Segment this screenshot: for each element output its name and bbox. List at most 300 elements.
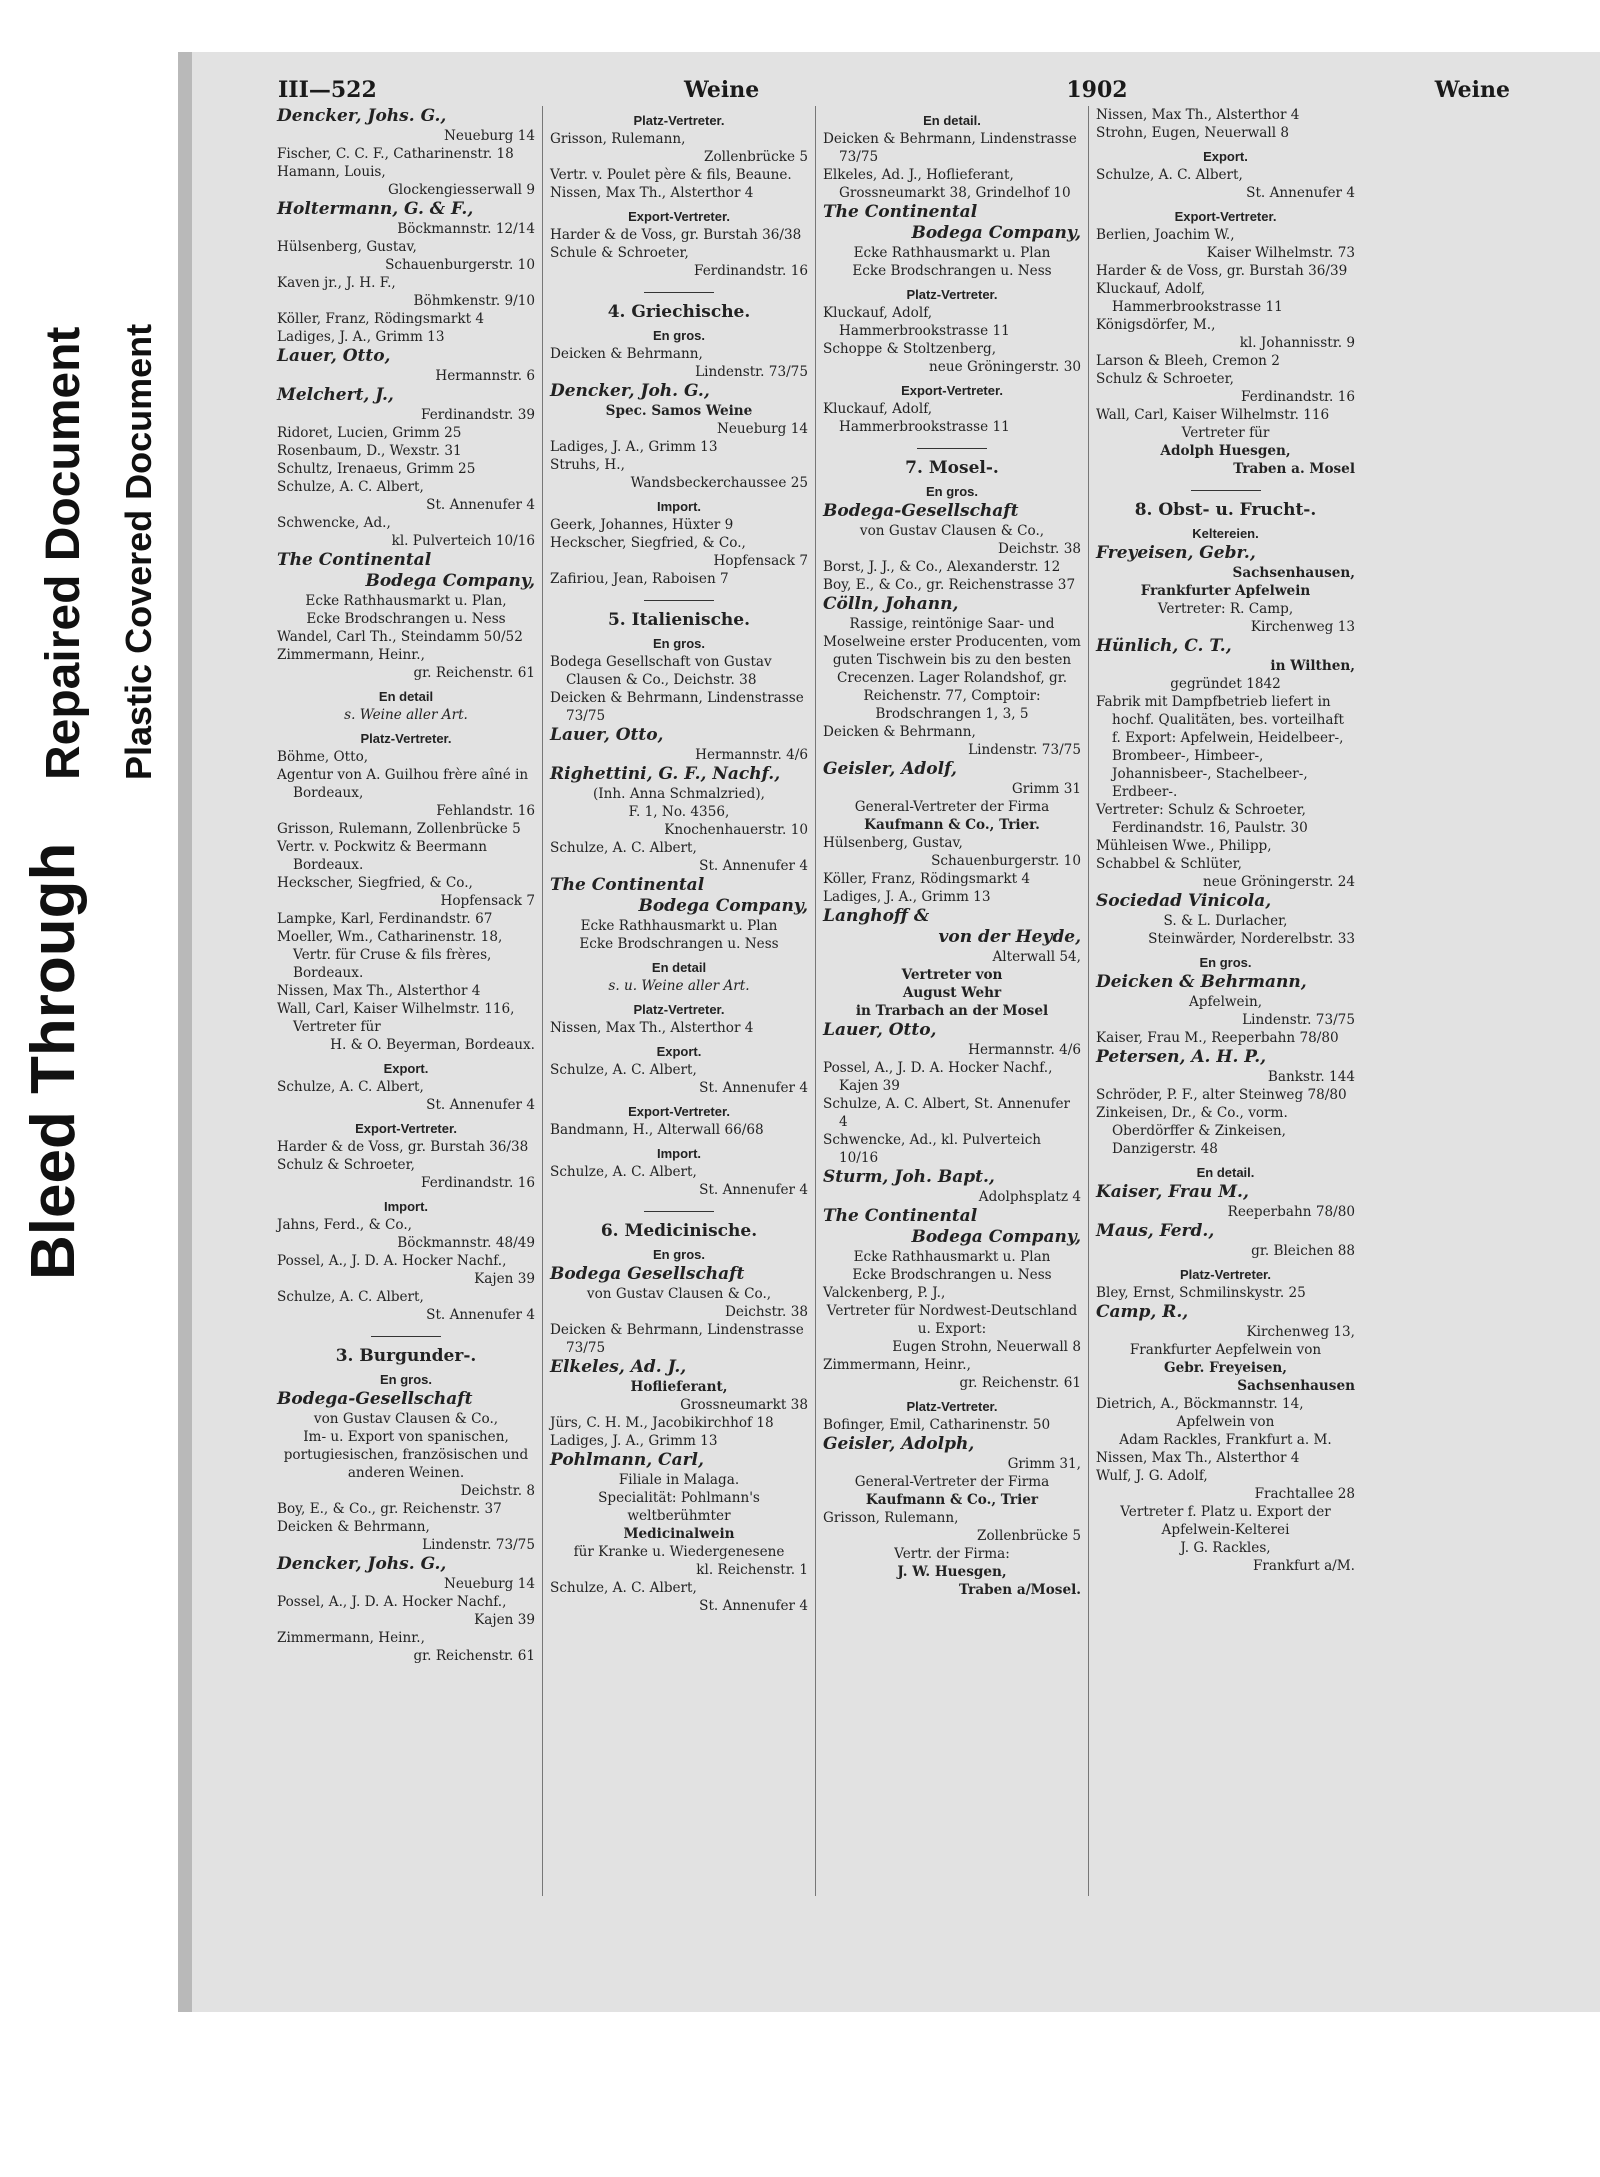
directory-entry: St. Annenufer 4 [699,1080,808,1096]
directory-entry: kl. Reichenstr. 1 [696,1562,808,1578]
subsection-heading: En gros. [652,1247,705,1262]
directory-entry: Hülsenberg, Gustav, [823,835,963,851]
directory-entry: St. Annenufer 4 [426,1097,535,1113]
directory-entry: neue Gröningerstr. 24 [1203,874,1355,890]
directory-entry: Knochenhauerstr. 10 [664,822,808,838]
firm-name: Geisler, Adolf, [823,759,957,779]
directory-entry: Borst, J. J., & Co., Alexanderstr. 12 [823,559,1061,575]
document-condition-labels [0,290,178,1300]
directory-entry: Kajen 39 [474,1612,535,1628]
directory-entry: Adolphsplatz 4 [978,1189,1081,1205]
section-heading: 3. Burgunder-. [335,1346,477,1366]
subsection-heading: Platz-Vertreter. [1179,1267,1272,1282]
directory-entry: Zollenbrücke 5 [704,149,808,165]
directory-entry: von Gustav Clausen & Co., [586,1286,772,1302]
directory-entry: Schule & Schroeter, [550,245,689,261]
directory-entry: Kluckauf, Adolf, Hammerbrookstrasse 11 [823,401,1010,435]
directory-entry: Böhme, Otto, [277,749,369,765]
column-3 [816,106,1089,1896]
directory-entry: Bofinger, Emil, Catharinenstr. 50 [823,1417,1051,1433]
directory-entry: Ecke Brodschrangen u. Ness [306,611,506,627]
directory-entry: Schauenburgerstr. 10 [931,853,1081,869]
directory-entry: Ladiges, J. A., Grimm 13 [823,889,991,905]
firm-name: Bodega Company, [911,1227,1081,1247]
directory-entry: Bodega Gesellschaft von Gustav Clausen & Co., Deichstr. 38 [550,654,772,688]
directory-entry: Boy, E., & Co., gr. Reichenstr. 37 [277,1501,502,1517]
firm-name: Lauer, Otto, [550,725,664,745]
firm-name: Hünlich, C. T., [1096,636,1232,656]
subsection-heading: Import. [656,499,702,514]
directory-entry: Steinwärder, Norderelbstr. 33 [1148,931,1355,947]
directory-entry: Schröder, P. F., alter Steinweg 78/80 [1096,1087,1347,1103]
subsection-heading: Platz-Vertreter. [360,731,452,746]
firm-name: Freyeisen, Gebr., [1096,543,1256,563]
subsection-heading: En gros. [652,328,705,343]
directory-entry: Vertr. v. Pockwitz & Beermann Bordeaux. [277,839,487,873]
directory-entry: Struhs, H., [550,457,625,473]
subsection-heading: Export-Vertreter. [628,1104,730,1119]
firm-name: The Continental [823,202,978,222]
directory-entry: Bandmann, H., Alterwall 66/68 [550,1122,764,1138]
column-2 [543,106,816,1896]
directory-entry: Strohn, Eugen, Neuerwall 8 [1096,125,1290,141]
firm-name: Bodega Company, [911,223,1081,243]
directory-entry: Böckmannstr. 12/14 [397,221,535,237]
directory-entry: Sachsenhausen [1237,1378,1355,1394]
directory-entry: Lindenstr. 73/75 [1242,1012,1355,1028]
directory-entry: Geerk, Johannes, Hüxter 9 [550,517,734,533]
firm-name: Maus, Ferd., [1096,1221,1215,1241]
directory-entry: Deichstr. 8 [460,1483,535,1499]
plastic-covered-document-label: Plastic Covered Document [118,323,159,780]
directory-entry: Dietrich, A., Böckmannstr. 14, [1096,1396,1304,1412]
directory-entry: für Kranke u. Wiedergenesene [573,1544,785,1560]
directory-entry: Schulze, A. C. Albert, [277,1079,424,1095]
directory-entry: Ecke Rathhausmarkt u. Plan [853,1249,1051,1265]
directory-entry: St. Annenufer 4 [1246,185,1355,201]
directory-entry: Kaiser Wilhelmstr. 73 [1206,245,1355,261]
directory-entry: (Inh. Anna Schmalzried), [593,786,765,802]
subsection-heading: Export. [1203,149,1248,164]
section-heading: 7. Mosel-. [905,458,999,478]
directory-entry: neue Gröningerstr. 30 [929,359,1081,375]
directory-entry: Medicinalwein [623,1526,735,1542]
directory-entry: Rosenbaum, D., Wexstr. 31 [277,443,462,459]
directory-entry: Zafiriou, Jean, Raboisen 7 [550,571,729,587]
directory-entry: Deicken & Behrmann, Lindenstrasse 73/75 [550,690,804,724]
directory-entry: Kaufmann & Co., Trier [865,1492,1039,1508]
directory-entry: Zollenbrücke 5 [977,1528,1081,1544]
directory-entry: J. W. Huesgen, [897,1564,1007,1580]
page-number: III—522 [278,77,377,103]
directory-entry: S. & L. Durlacher, [1163,913,1288,929]
directory-entry: kl. Pulverteich 10/16 [391,533,535,549]
directory-entry: Zimmermann, Heinr., [823,1357,971,1373]
subsection-heading: Platz-Vertreter. [906,287,998,302]
subsection-heading: Export. [656,1044,702,1059]
directory-entry: Vertreter: R. Camp, [1157,601,1294,617]
directory-entry: Ecke Rathhausmarkt u. Plan, [305,593,507,609]
directory-entry: Grossneumarkt 38 [680,1397,808,1413]
firm-name: Dencker, Johs. G., [277,1554,447,1574]
directory-entry: Rassige, reintönige Saar- und Moselweine erster Producenten, vom guten Tischwein bis zu den besten Crecenzen. Lager Rolandshof, gr. Reichenstr. 77, Comptoir: Brodschrangen 1, 3, 5 [823,616,1081,722]
directory-entry: Neueburg 14 [443,128,535,144]
directory-entry: s. Weine aller Art. [344,707,468,723]
directory-entry: Hermannstr. 6 [435,368,535,384]
directory-entry: August Wehr [902,985,1002,1001]
directory-entry: Vertr. v. Poulet père & fils, Beaune. [550,167,792,183]
directory-entry: Schulze, A. C. Albert, [550,1580,697,1596]
directory-entry: Heckscher, Siegfried, & Co., [277,875,473,891]
directory-entry: Possel, A., J. D. A. Hocker Nachf., Kajen 39 [823,1060,1053,1094]
firm-name: Langhoff & [823,906,930,926]
directory-columns [270,106,1362,1896]
page-header [278,72,1510,108]
directory-entry: Lindenstr. 73/75 [695,364,808,380]
subsection-heading: Platz-Vertreter. [633,1002,725,1017]
directory-entry: Glockengiesserwall 9 [387,182,535,198]
directory-entry: Lindenstr. 73/75 [422,1537,535,1553]
directory-entry: St. Annenufer 4 [426,1307,535,1323]
directory-entry: Possel, A., J. D. A. Hocker Nachf., [277,1594,507,1610]
section-heading: 8. Obst- u. Frucht-. [1134,500,1317,520]
directory-entry: Zimmermann, Heinr., [277,647,425,663]
directory-entry: Grimm 31 [1011,781,1081,797]
directory-entry: Hermannstr. 4/6 [968,1042,1081,1058]
directory-entry: Vertreter von [901,967,1003,983]
directory-entry: Deichstr. 38 [997,541,1081,557]
directory-entry: Deichstr. 38 [724,1304,808,1320]
directory-entry: Boy, E., & Co., gr. Reichenstrasse 37 [823,577,1076,593]
directory-entry: Ecke Brodschrangen u. Ness [852,1267,1052,1283]
directory-entry: Spec. Samos Weine [605,403,753,419]
firm-name: Dencker, Johs. G., [277,106,447,126]
directory-entry: Ferdinandstr. 16 [694,263,808,279]
header-left-title: Weine [683,77,760,103]
scanned-page [178,52,1600,2012]
directory-entry: Deicken & Behrmann, [277,1519,430,1535]
directory-entry: Nissen, Max Th., Alsterthor 4 [1096,107,1300,123]
section-divider [644,600,714,601]
directory-entry: Nissen, Max Th., Alsterthor 4 [277,983,481,999]
directory-entry: gr. Bleichen 88 [1251,1243,1355,1259]
directory-entry: Moeller, Wm., Catharinenstr. 18, Vertr. für Cruse & fils frères, Bordeaux. [277,929,503,981]
directory-entry: Neueburg 14 [443,1576,535,1592]
directory-entry: Grisson, Rulemann, Zollenbrücke 5 [277,821,521,837]
directory-entry: Ladiges, J. A., Grimm 13 [550,439,718,455]
directory-entry: Wandel, Carl Th., Steindamm 50/52 [277,629,523,645]
directory-entry: Vertreter f. Platz u. Export der Apfelwein-Kelterei [1120,1504,1331,1538]
directory-entry: Adam Rackles, Frankfurt a. M. [1119,1432,1332,1448]
subsection-heading: En detail. [923,113,981,128]
directory-entry: St. Annenufer 4 [426,497,535,513]
directory-entry: in Wilthen, [1270,658,1355,674]
directory-entry: Mühleisen Wwe., Philipp, [1096,838,1272,854]
firm-name: Elkeles, Ad. J., [550,1357,687,1377]
subsection-heading: Export. [383,1061,429,1076]
directory-entry: Harder & de Voss, gr. Burstah 36/38 [277,1139,529,1155]
directory-entry: Köller, Franz, Rödingsmarkt 4 [277,311,485,327]
section-divider [917,448,987,449]
directory-entry: Ladiges, J. A., Grimm 13 [550,1433,718,1449]
directory-entry: Jürs, C. H. M., Jacobikirchhof 18 [550,1415,774,1431]
section-divider [1191,490,1261,491]
directory-entry: Schulze, A. C. Albert, [550,1062,697,1078]
directory-entry: Vertr. der Firma: [894,1546,1010,1562]
directory-entry: Frankfurt a/M. [1252,1558,1355,1574]
subsection-heading: Export-Vertreter. [1174,209,1277,224]
directory-entry: gr. Reichenstr. 61 [413,665,535,681]
directory-entry: Lampke, Karl, Ferdinandstr. 67 [277,911,493,927]
directory-entry: Ferdinandstr. 16 [421,1175,535,1191]
directory-entry: Ecke Brodschrangen u. Ness [579,936,779,952]
directory-entry: General-Vertreter der Firma [854,799,1050,815]
subsection-heading: En gros. [379,1372,432,1387]
firm-name: Righettini, G. F., Nachf., [550,764,781,784]
directory-entry: Hermannstr. 4/6 [695,747,808,763]
directory-entry: Schoppe & Stoltzenberg, [823,341,997,357]
directory-entry: Possel, A., J. D. A. Hocker Nachf., [277,1253,507,1269]
directory-entry: Schulz & Schroeter, [277,1157,415,1173]
directory-entry: Schwencke, Ad., kl. Pulverteich 10/16 [823,1132,1042,1166]
directory-entry: Frankfurter Apfelwein [1140,583,1311,599]
directory-entry: Hopfensack 7 [440,893,535,909]
section-heading: 5. Italienische. [607,610,751,630]
directory-entry: Fehlandstr. 16 [436,803,535,819]
directory-entry: in Trarbach an der Mosel [855,1003,1049,1019]
directory-entry: Böhmkenstr. 9/10 [413,293,535,309]
directory-entry: Wandsbeckerchaussee 25 [630,475,808,491]
directory-entry: Ridoret, Lucien, Grimm 25 [277,425,462,441]
directory-entry: Wall, Carl, Kaiser Wilhelmstr. 116, Vertreter für [277,1001,515,1035]
firm-name: Lauer, Otto, [823,1020,937,1040]
directory-entry: Vertreter für [1181,425,1270,441]
firm-name: Deicken & Behrmann, [1096,972,1307,992]
directory-entry: Nissen, Max Th., Alsterthor 4 [550,1020,754,1036]
directory-entry: Jahns, Ferd., & Co., [277,1217,412,1233]
directory-entry: gr. Reichenstr. 61 [413,1648,535,1664]
directory-entry: Kaufmann & Co., Trier. [864,817,1040,833]
directory-entry: Schulze, A. C. Albert, [550,840,697,856]
directory-entry: kl. Johannisstr. 9 [1239,335,1355,351]
firm-name: Petersen, A. H. P., [1096,1047,1267,1067]
directory-entry: Deicken & Behrmann, [823,724,976,740]
subsection-heading: En gros. [652,636,705,651]
directory-entry: Apfelwein, [1188,994,1263,1010]
directory-entry: Im- u. Export von spanischen, portugiesischen, französischen und anderen Weinen. [283,1429,529,1481]
firm-name: von der Heyde, [938,927,1081,947]
directory-entry: Ferdinandstr. 39 [421,407,535,423]
firm-name: Camp, R., [1096,1302,1189,1322]
firm-name: Bodega-Gesellschaft [277,1389,473,1409]
directory-entry: Harder & de Voss, gr. Burstah 36/39 [1096,263,1348,279]
subsection-heading: En detail [378,689,434,704]
directory-entry: Elkeles, Ad. J., Hoflieferant, Grossneumarkt 38, Grindelhof 10 [823,167,1071,201]
directory-entry: Lindenstr. 73/75 [968,742,1081,758]
directory-entry: Nissen, Max Th., Alsterthor 4 [1096,1450,1300,1466]
directory-entry: J. G. Rackles, [1180,1540,1271,1556]
directory-entry: Sachsenhausen, [1232,565,1355,581]
column-1 [270,106,543,1896]
subsection-heading: Export-Vertreter. [355,1121,457,1136]
directory-entry: von Gustav Clausen & Co., [313,1411,499,1427]
firm-name: The Continental [277,550,432,570]
directory-entry: Ladiges, J. A., Grimm 13 [277,329,445,345]
directory-entry: Ecke Rathhausmarkt u. Plan [580,918,778,934]
subsection-heading: Import. [383,1199,429,1214]
directory-entry: Schabbel & Schlüter, [1096,856,1242,872]
directory-entry: Schulze, A. C. Albert, St. Annenufer 4 [823,1096,1071,1130]
directory-entry: St. Annenufer 4 [699,1598,808,1614]
directory-entry: Zinkeisen, Dr., & Co., vorm. Oberdörffer & Zinkeisen, Danzigerstr. 48 [1096,1105,1288,1157]
directory-entry: Kluckauf, Adolf, Hammerbrookstrasse 11 [1096,281,1283,315]
directory-entry: Larson & Bleeh, Cremon 2 [1096,353,1280,369]
directory-entry: Ferdinandstr. 16 [1241,389,1355,405]
directory-entry: Wulf, J. G. Adolf, [1096,1468,1208,1484]
directory-entry: Gebr. Freyeisen, [1164,1360,1287,1376]
bleed-through-label: Bleed Through [19,842,88,1280]
directory-entry: Schulze, A. C. Albert, [277,1289,424,1305]
firm-name: Sociedad Vinicola, [1096,891,1272,911]
section-divider [644,1211,714,1212]
directory-entry: Nissen, Max Th., Alsterthor 4 [550,185,754,201]
firm-name: Dencker, Joh. G., [550,381,710,401]
firm-name: Bodega Company, [638,896,808,916]
directory-entry: Fabrik mit Dampfbetrieb liefert in hochf. Qualitäten, bes. vorteilhaft f. Export: Apfelwein, Heidelbeer-, Brombeer-, Himbeer-, Johannisbeer-, Stachelbeer-, Erdbeer-. [1096,694,1344,800]
directory-entry: Wall, Carl, Kaiser Wilhelmstr. 116 [1096,407,1330,423]
directory-entry: Schulze, A. C. Albert, [1096,167,1243,183]
directory-entry: Deicken & Behrmann, Lindenstrasse 73/75 [823,131,1077,165]
subsection-heading: Platz-Vertreter. [633,113,725,128]
firm-name: Lauer, Otto, [277,346,391,366]
directory-entry: Ecke Rathhausmarkt u. Plan [853,245,1051,261]
directory-entry: Hopfensack 7 [713,553,808,569]
subsection-heading: En gros. [1199,955,1252,970]
directory-entry: Neueburg 14 [716,421,808,437]
directory-entry: Schulz & Schroeter, [1096,371,1234,387]
section-divider [644,292,714,293]
directory-entry: Zimmermann, Heinr., [277,1630,425,1646]
section-heading: 6. Medicinische. [600,1221,758,1241]
directory-entry: Harder & de Voss, gr. Burstah 36/38 [550,227,802,243]
firm-name: The Continental [550,875,705,895]
directory-entry: General-Vertreter der Firma [854,1474,1050,1490]
directory-entry: s. u. Weine aller Art. [608,978,750,994]
directory-entry: Valckenberg, P. J., [823,1285,946,1301]
directory-entry: Schwencke, Ad., [277,515,391,531]
firm-name: Bodega-Gesellschaft [823,501,1019,521]
directory-entry: Grisson, Rulemann, [550,131,686,147]
firm-name: Bodega Gesellschaft [550,1264,745,1284]
subsection-heading: En detail. [1196,1165,1255,1180]
directory-entry: St. Annenufer 4 [699,858,808,874]
directory-entry: Traben a. Mosel [1233,461,1355,477]
directory-entry: Königsdörfer, M., [1096,317,1216,333]
directory-entry: H. & O. Beyerman, Bordeaux. [330,1037,535,1053]
directory-entry: Kaven jr., J. H. F., [277,275,396,291]
directory-entry: Agentur von A. Guilhou frère aîné in Bordeaux, [277,767,529,801]
directory-entry: Deicken & Behrmann, Lindenstrasse 73/75 [550,1322,804,1356]
directory-entry: Vertreter für Nordwest-Deutschland u. Export: [826,1303,1078,1337]
directory-entry: Böckmannstr. 48/49 [397,1235,535,1251]
directory-entry: Bankstr. 144 [1267,1069,1355,1085]
header-right-title: Weine [1434,77,1510,103]
directory-entry: Heckscher, Siegfried, & Co., [550,535,746,551]
directory-entry: Apfelwein von [1176,1414,1275,1430]
directory-entry: Berlien, Joachim W., [1096,227,1235,243]
directory-entry: Reeperbahn 78/80 [1227,1204,1355,1220]
directory-entry: Eugen Strohn, Neuerwall 8 [892,1339,1081,1355]
firm-name: Pohlmann, Carl, [550,1450,704,1470]
directory-entry: von Gustav Clausen & Co., [859,523,1045,539]
directory-entry: Specialität: Pohlmann's [598,1490,760,1506]
directory-entry: Frachtallee 28 [1254,1486,1355,1502]
subsection-heading: En gros. [925,484,978,499]
directory-entry: Traben a/Mosel. [959,1582,1081,1598]
directory-entry: Fischer, C. C. F., Catharinenstr. 18 [277,146,514,162]
subsection-heading: En detail [651,960,707,975]
directory-entry: Kaiser, Frau M., Reeperbahn 78/80 [1096,1030,1339,1046]
firm-name: Melchert, J., [277,385,394,405]
directory-entry: Frankfurter Aepfelwein von [1129,1342,1322,1358]
header-year: 1902 [1066,77,1128,103]
directory-entry: F. 1, No. 4356, [628,804,730,820]
directory-entry: Schulze, A. C. Albert, [277,479,424,495]
directory-entry: Hoflieferant, [630,1379,728,1395]
directory-entry: Kirchenweg 13, [1246,1324,1355,1340]
directory-entry: Kluckauf, Adolf, Hammerbrookstrasse 11 [823,305,1010,339]
firm-name: Holtermann, G. & F., [277,199,474,219]
subsection-heading: Export-Vertreter. [628,209,730,224]
directory-entry: Köller, Franz, Rödingsmarkt 4 [823,871,1031,887]
directory-entry: Deicken & Behrmann, [550,346,703,362]
repaired-document-label: Repaired Document [37,326,90,780]
directory-entry: Grisson, Rulemann, [823,1510,959,1526]
directory-entry: Kirchenweg 13 [1250,619,1355,635]
subsection-heading: Import. [656,1146,702,1161]
section-heading: 4. Griechische. [607,302,751,322]
column-4 [1089,106,1362,1896]
firm-name: Kaiser, Frau M., [1096,1182,1249,1202]
directory-entry: Hamann, Louis, [277,164,386,180]
section-divider [371,1336,441,1337]
subsection-heading: Export-Vertreter. [901,383,1003,398]
subsection-heading: Keltereien. [1192,526,1259,541]
directory-entry: Adolph Huesgen, [1160,443,1291,459]
directory-entry: Ecke Brodschrangen u. Ness [852,263,1052,279]
directory-entry: Vertreter: Schulz & Schroeter, Ferdinandstr. 16, Paulstr. 30 [1096,802,1308,836]
directory-entry: Kajen 39 [474,1271,535,1287]
firm-name: Bodega Company, [365,571,535,591]
firm-name: Sturm, Joh. Bapt., [823,1167,995,1187]
directory-entry: Schultz, Irenaeus, Grimm 25 [277,461,476,477]
directory-entry: Schauenburgerstr. 10 [385,257,535,273]
directory-entry: St. Annenufer 4 [699,1182,808,1198]
directory-entry: gegründet 1842 [1170,676,1281,692]
directory-entry: Grimm 31, [1007,1456,1081,1472]
directory-entry: Filiale in Malaga. [618,1472,740,1488]
directory-entry: Alterwall 54, [992,949,1081,965]
directory-entry: Hülsenberg, Gustav, [277,239,417,255]
directory-entry: Schulze, A. C. Albert, [550,1164,697,1180]
directory-entry: Bley, Ernst, Schmilinskystr. 25 [1096,1285,1306,1301]
directory-entry: weltberühmter [627,1508,731,1524]
firm-name: Cölln, Johann, [823,594,959,614]
directory-entry: gr. Reichenstr. 61 [959,1375,1081,1391]
subsection-heading: Platz-Vertreter. [906,1399,998,1414]
firm-name: Geisler, Adolph, [823,1434,975,1454]
firm-name: The Continental [823,1206,978,1226]
